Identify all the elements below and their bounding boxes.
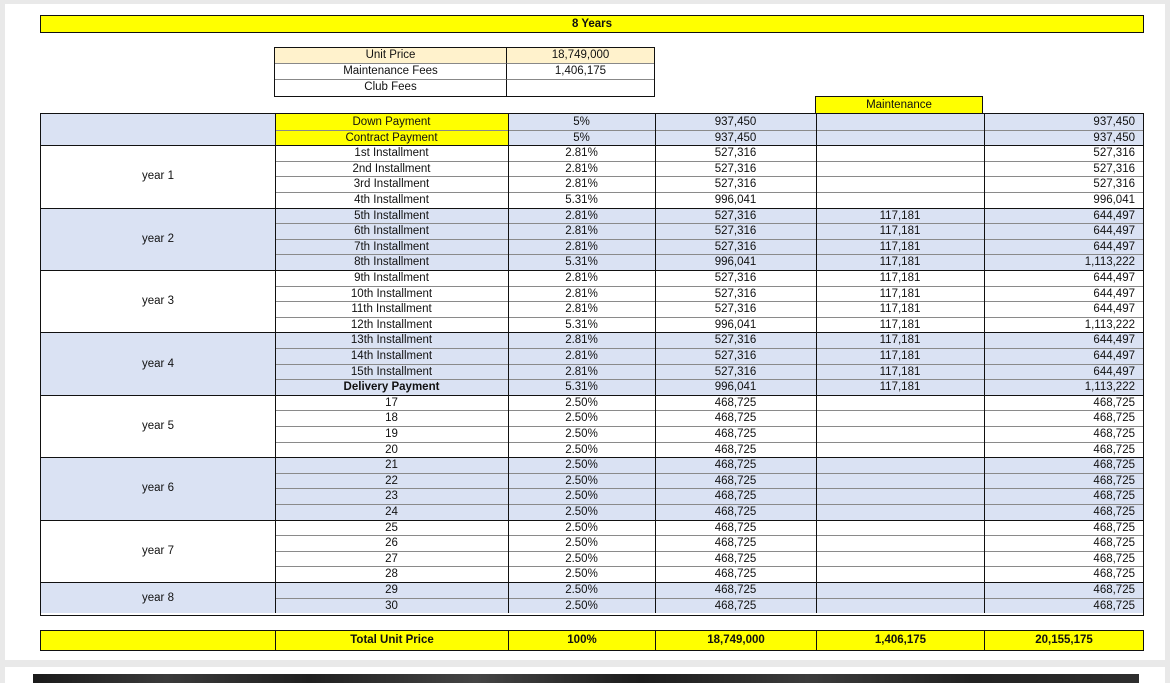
installment-total: 996,041	[1093, 194, 1135, 206]
installment-maintenance	[816, 427, 984, 442]
installment-amount: 527,316	[714, 147, 757, 160]
installment-percentage: 2.50%	[565, 584, 598, 596]
installment-total: 644,497	[1093, 272, 1135, 284]
installment-amount: 527,316	[714, 303, 757, 316]
totals-row	[40, 630, 1144, 651]
installment-amount: 468,725	[714, 568, 757, 581]
installment-maintenance: 117,181	[879, 287, 921, 300]
installment-amount: 527,316	[714, 178, 757, 191]
installment-amount: 937,450	[714, 116, 757, 128]
installment-total: 1,113,222	[1084, 318, 1135, 331]
installment-total: 644,497	[1093, 225, 1135, 238]
installment-maintenance	[816, 131, 984, 146]
installment-total: 644,497	[1093, 365, 1135, 378]
installment-name: 6th Installment	[354, 225, 429, 238]
installment-name: 28	[385, 568, 398, 581]
installment-total: 937,450	[1093, 131, 1135, 144]
installment-name: 14th Installment	[350, 350, 433, 362]
installment-maintenance	[816, 458, 984, 473]
installment-amount: 468,725	[714, 396, 757, 409]
installment-amount: 527,316	[714, 287, 757, 300]
installment-percentage: 2.50%	[565, 443, 598, 456]
installment-total: 468,725	[1093, 396, 1135, 409]
installment-maintenance	[816, 567, 984, 582]
year-label: year 6	[142, 482, 174, 495]
installment-amount: 527,316	[714, 365, 757, 378]
installment-name: 24	[385, 506, 398, 518]
installment-maintenance: 117,181	[879, 303, 921, 316]
installment-percentage: 2.81%	[565, 178, 598, 191]
next-page-image	[33, 674, 1139, 683]
installment-amount: 527,316	[714, 240, 757, 253]
installment-amount: 527,316	[714, 334, 757, 347]
installment-percentage: 2.50%	[565, 459, 598, 472]
title-bar	[40, 15, 1144, 33]
installment-amount: 527,316	[714, 350, 757, 362]
installment-maintenance	[816, 552, 984, 567]
total-label: Total Unit Price	[275, 631, 508, 650]
installment-amount: 468,725	[714, 474, 757, 487]
installment-amount: 996,041	[714, 318, 757, 331]
installment-total: 468,725	[1093, 521, 1135, 534]
installment-name: 8th Installment	[354, 256, 429, 269]
installment-amount: 468,725	[714, 490, 757, 503]
installment-name: 23	[385, 490, 398, 503]
installment-maintenance	[816, 489, 984, 504]
installment-name: Down Payment	[352, 116, 431, 128]
installment-maintenance	[816, 505, 984, 520]
installment-name: 27	[385, 552, 398, 565]
installment-maintenance: 117,181	[879, 225, 921, 238]
installment-maintenance	[816, 177, 984, 192]
installment-total: 468,725	[1093, 537, 1135, 550]
installment-total: 468,725	[1093, 552, 1135, 565]
installment-name: 11th Installment	[351, 303, 432, 316]
installment-percentage: 5%	[573, 116, 590, 128]
installment-amount: 468,725	[714, 537, 757, 550]
page-title: 8 Years	[571, 18, 613, 30]
installment-name: 22	[385, 474, 398, 487]
installment-percentage: 5.31%	[565, 381, 598, 394]
installment-percentage: 5.31%	[565, 256, 598, 269]
next-page-strip	[5, 667, 1165, 683]
installment-maintenance: 117,181	[879, 272, 921, 284]
installment-amount: 468,725	[714, 428, 757, 440]
year-label: year 5	[142, 419, 174, 432]
unit-price-value: 18,749,000	[507, 48, 654, 64]
installment-name: Contract Payment	[345, 131, 438, 144]
installment-amount: 996,041	[714, 256, 757, 269]
installment-name: 1st Installment	[354, 147, 429, 160]
installment-percentage: 2.50%	[565, 537, 598, 550]
installment-percentage: 2.81%	[565, 225, 598, 238]
installment-percentage: 2.50%	[565, 412, 598, 425]
installment-percentage: 2.50%	[565, 506, 598, 518]
installment-total: 527,316	[1093, 178, 1135, 191]
installment-name: 20	[385, 443, 398, 456]
installment-total: 468,725	[1093, 490, 1135, 503]
installment-name: 5th Installment	[354, 209, 429, 222]
installment-maintenance	[816, 396, 984, 411]
installment-amount: 468,725	[714, 521, 757, 534]
installment-name: 21	[385, 459, 398, 472]
installment-amount: 527,316	[714, 272, 757, 284]
installment-total: 644,497	[1093, 350, 1135, 362]
year-label: year 2	[142, 232, 174, 245]
installment-maintenance	[816, 599, 984, 614]
installment-name: 9th Installment	[354, 272, 429, 284]
installment-amount: 996,041	[714, 194, 757, 206]
installment-name: 10th Installment	[350, 287, 433, 300]
year-label: year 7	[142, 544, 174, 557]
installment-name: 13th Installment	[350, 334, 433, 347]
installment-percentage: 2.50%	[565, 599, 598, 612]
installment-total: 468,725	[1093, 474, 1135, 487]
installment-maintenance	[816, 474, 984, 489]
installment-percentage: 2.50%	[565, 396, 598, 409]
installment-percentage: 2.81%	[565, 209, 598, 222]
installment-percentage: 2.81%	[565, 240, 598, 253]
installment-amount: 468,725	[714, 552, 757, 565]
installment-name: 29	[385, 584, 398, 596]
installment-name: 18	[385, 412, 398, 425]
installment-maintenance	[816, 536, 984, 551]
installment-name: 19	[385, 428, 398, 440]
installment-total: 468,725	[1093, 568, 1135, 581]
installment-maintenance	[816, 411, 984, 426]
grand-total: 20,155,175	[984, 631, 1143, 650]
installment-total: 937,450	[1093, 116, 1135, 128]
installment-maintenance: 117,181	[879, 350, 921, 362]
installment-amount: 468,725	[714, 584, 757, 596]
installment-total: 468,725	[1093, 443, 1135, 456]
maintenance-header: Maintenance	[815, 96, 983, 114]
installment-maintenance: 117,181	[879, 209, 921, 222]
year-label: year 1	[142, 170, 174, 183]
installment-percentage: 2.81%	[565, 272, 598, 284]
installment-name: 30	[385, 599, 398, 612]
installment-maintenance	[816, 162, 984, 177]
total-amount: 18,749,000	[655, 631, 816, 650]
installment-amount: 527,316	[714, 225, 757, 238]
info-table	[274, 47, 655, 97]
installment-maintenance: 117,181	[879, 240, 921, 253]
installment-total: 468,725	[1093, 599, 1135, 612]
installment-maintenance	[816, 146, 984, 161]
installment-maintenance: 117,181	[879, 256, 921, 269]
installment-maintenance	[816, 583, 984, 598]
installment-total: 644,497	[1093, 287, 1135, 300]
installment-total: 527,316	[1093, 147, 1135, 160]
club-fees-label: Club Fees	[275, 80, 507, 96]
payment-schedule-table	[40, 113, 1144, 616]
installment-amount: 468,725	[714, 506, 757, 518]
installment-percentage: 2.50%	[565, 428, 598, 440]
year-label: year 3	[142, 295, 174, 308]
installment-total: 468,725	[1093, 459, 1135, 472]
installment-amount: 468,725	[714, 412, 757, 425]
year-label: year 4	[142, 357, 174, 370]
installment-maintenance: 117,181	[879, 381, 921, 394]
installment-total: 468,725	[1093, 584, 1135, 596]
maintenance-fees-value: 1,406,175	[507, 64, 654, 80]
installment-amount: 527,316	[714, 209, 757, 222]
installment-amount: 468,725	[714, 443, 757, 456]
installment-maintenance	[816, 115, 984, 130]
installment-maintenance: 117,181	[879, 318, 921, 331]
installment-maintenance	[816, 443, 984, 458]
installment-amount: 996,041	[714, 381, 757, 394]
installment-percentage: 5%	[573, 131, 590, 144]
installment-amount: 527,316	[714, 162, 757, 175]
installment-name: 7th Installment	[354, 240, 429, 253]
installment-name: 2nd Installment	[352, 162, 431, 175]
total-maintenance: 1,406,175	[816, 631, 984, 650]
installment-percentage: 2.50%	[565, 552, 598, 565]
installment-total: 527,316	[1093, 162, 1135, 175]
installment-percentage: 2.81%	[565, 334, 598, 347]
installment-total: 468,725	[1093, 412, 1135, 425]
installment-total: 468,725	[1093, 506, 1135, 518]
installment-percentage: 2.50%	[565, 474, 598, 487]
installment-total: 1,113,222	[1084, 381, 1135, 394]
installment-total: 644,497	[1093, 240, 1135, 253]
installment-name: Delivery Payment	[343, 381, 440, 394]
installment-percentage: 2.81%	[565, 162, 598, 175]
installment-percentage: 5.31%	[565, 194, 598, 206]
total-percentage: 100%	[508, 631, 655, 650]
installment-amount: 468,725	[714, 459, 757, 472]
installment-amount: 937,450	[714, 131, 757, 144]
installment-total: 644,497	[1093, 334, 1135, 347]
installment-name: 15th Installment	[350, 365, 433, 378]
installment-total: 644,497	[1093, 303, 1135, 316]
installment-amount: 468,725	[714, 599, 757, 612]
maintenance-fees-label: Maintenance Fees	[275, 64, 507, 80]
year-label: year 8	[142, 591, 174, 604]
installment-name: 3rd Installment	[353, 178, 430, 191]
installment-percentage: 2.81%	[565, 350, 598, 362]
installment-percentage: 2.81%	[565, 303, 598, 316]
installment-percentage: 5.31%	[565, 318, 598, 331]
installment-maintenance: 117,181	[879, 334, 921, 347]
unit-price-label: Unit Price	[275, 48, 507, 64]
installment-maintenance	[816, 521, 984, 536]
installment-name: 4th Installment	[354, 194, 429, 206]
installment-name: 26	[385, 537, 398, 550]
installment-name: 25	[385, 521, 398, 534]
installment-percentage: 2.81%	[565, 365, 598, 378]
installment-percentage: 2.50%	[565, 521, 598, 534]
installment-total: 1,113,222	[1084, 256, 1135, 269]
installment-maintenance	[816, 193, 984, 208]
installment-percentage: 2.50%	[565, 568, 598, 581]
installment-name: 17	[385, 396, 398, 409]
installment-percentage: 2.81%	[565, 287, 598, 300]
installment-total: 644,497	[1093, 209, 1135, 222]
installment-percentage: 2.50%	[565, 490, 598, 503]
installment-total: 468,725	[1093, 428, 1135, 440]
installment-name: 12th Installment	[350, 318, 433, 331]
installment-maintenance: 117,181	[879, 365, 921, 378]
installment-percentage: 2.81%	[565, 147, 598, 160]
club-fees-value	[507, 80, 654, 96]
spreadsheet-page	[5, 4, 1165, 660]
